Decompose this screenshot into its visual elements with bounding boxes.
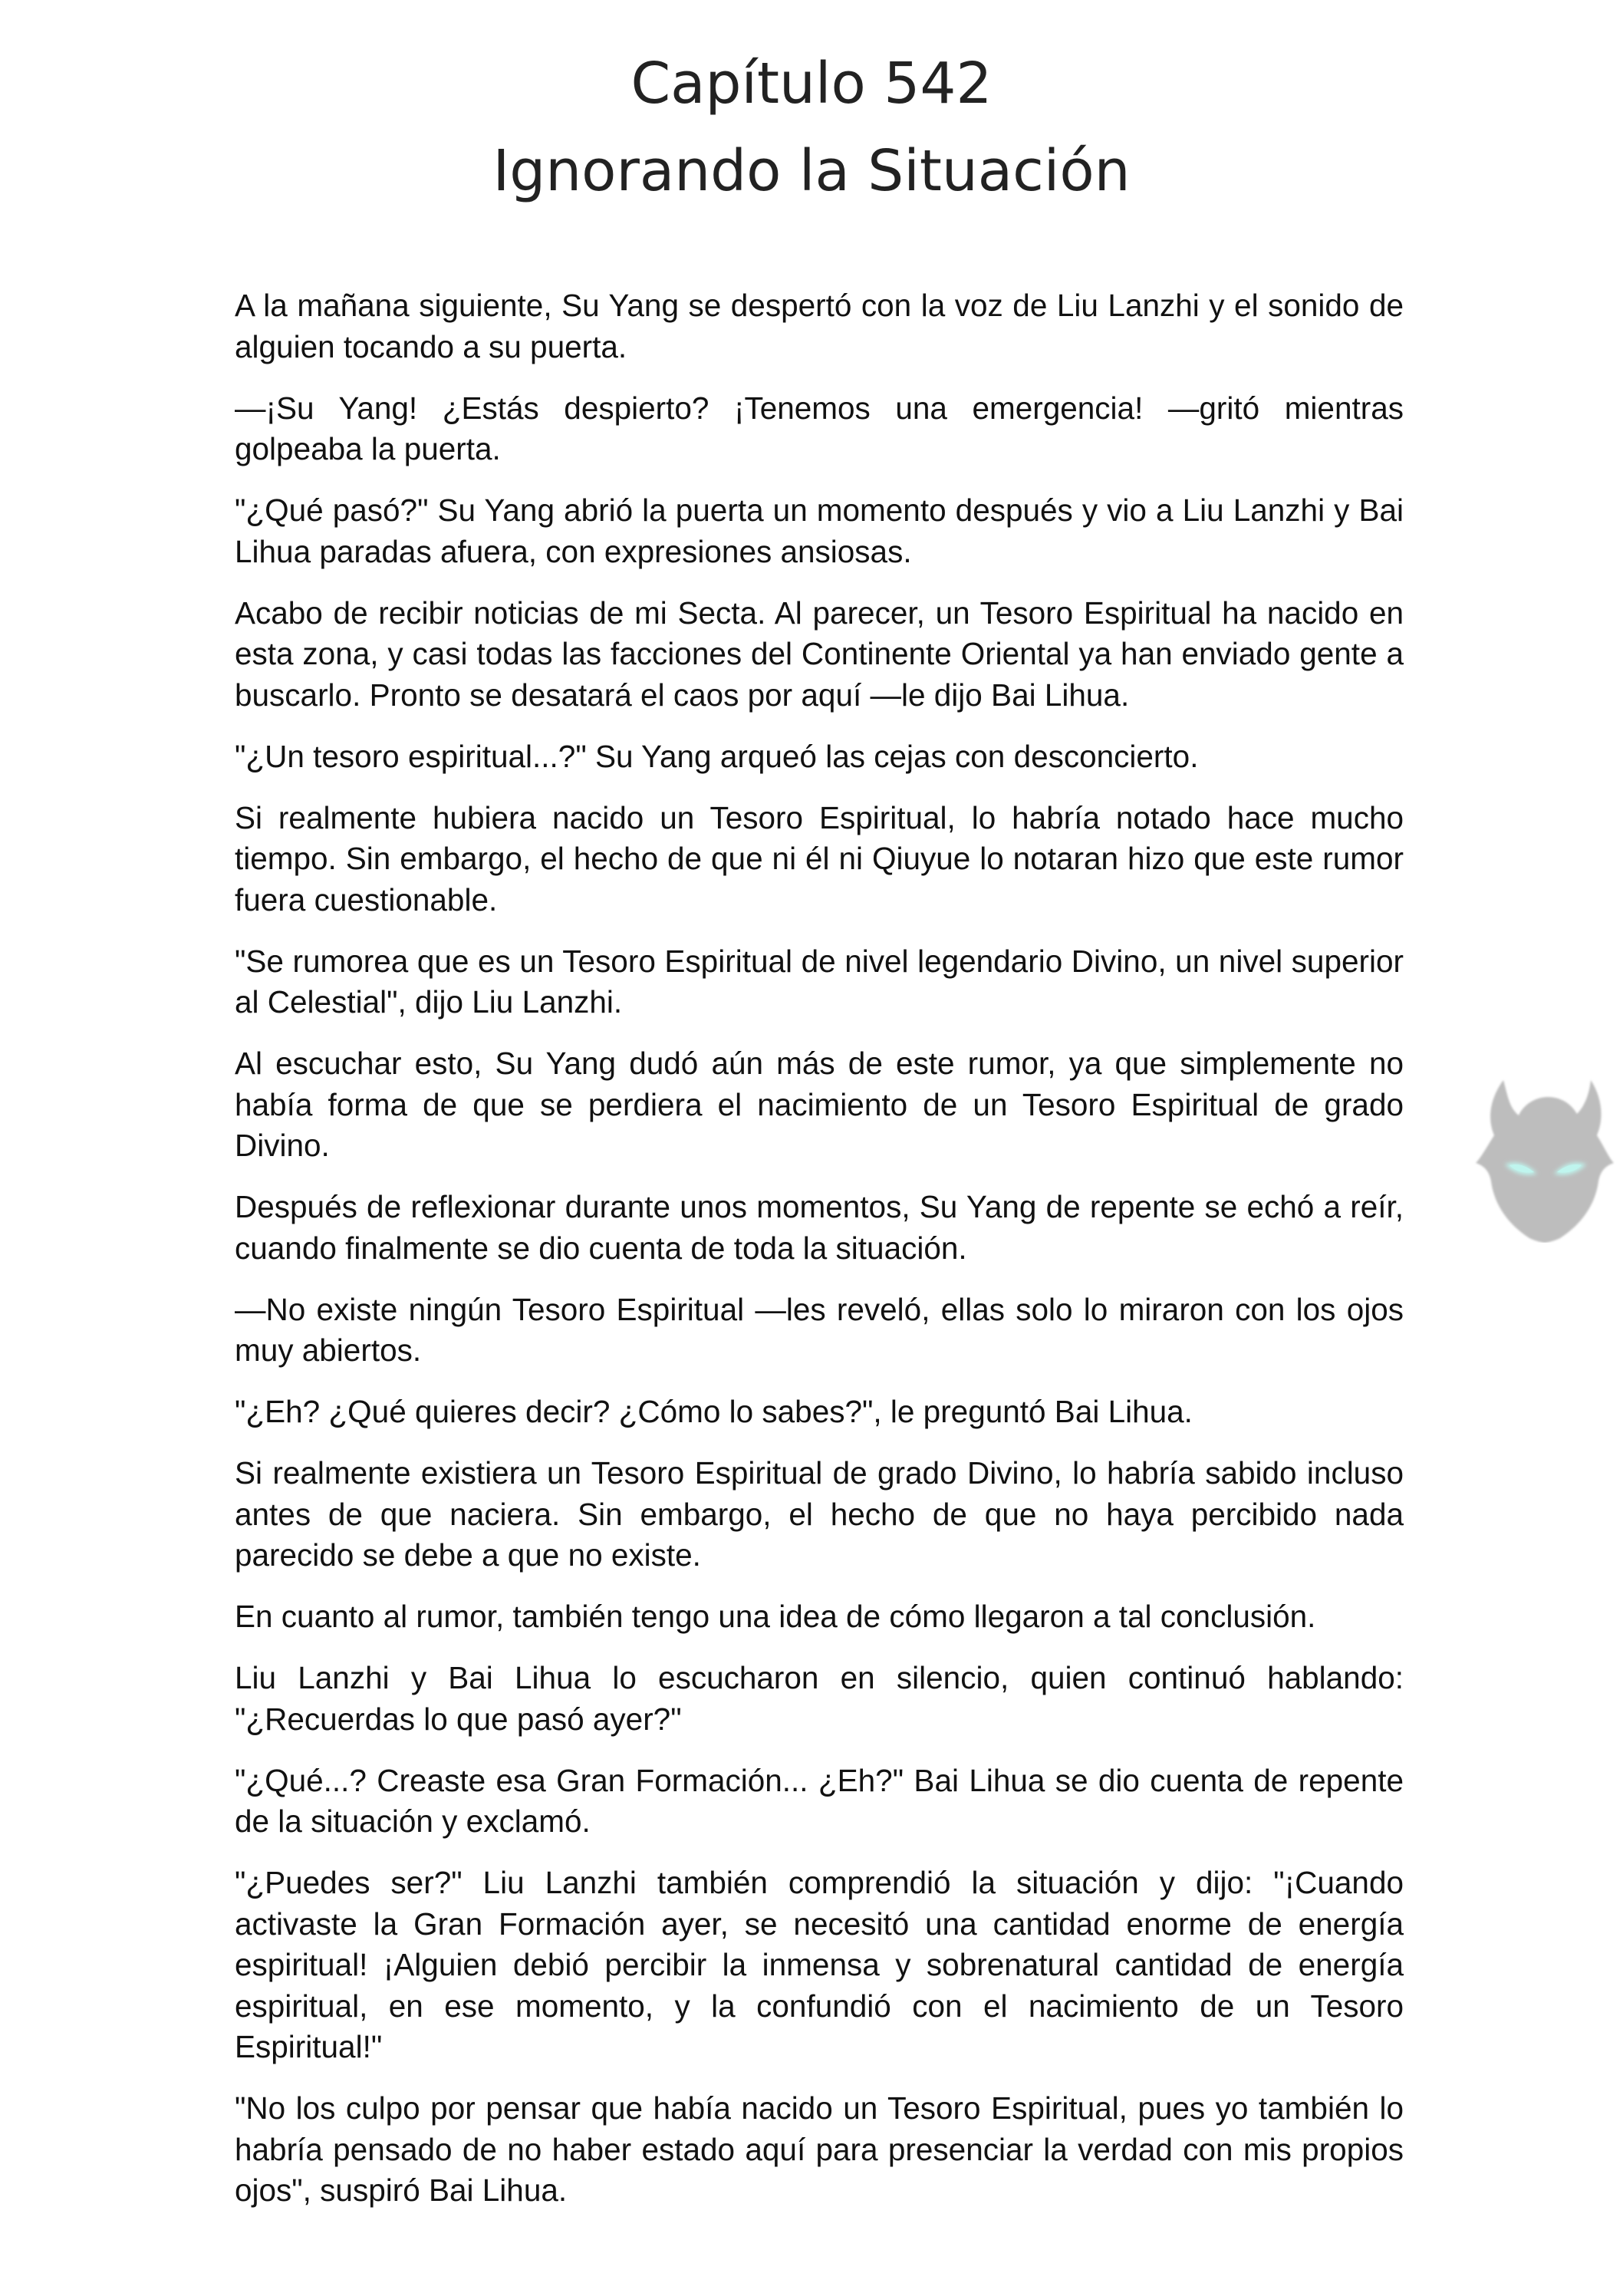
paragraph: "¿Un tesoro espiritual...?" Su Yang arqueó las cejas con desconcierto.	[235, 738, 1199, 774]
paragraph: "¿Qué pasó?" Su Yang abrió la puerta un momento después y vio a Liu Lanzhi y Bai Lihua paradas afuera, con expresiones ansiosas.	[235, 492, 1404, 569]
chapter-title: Ignorando la Situación	[492, 138, 1131, 204]
chapter-body	[235, 285, 1404, 2232]
demon-head-logo-icon	[1474, 1074, 1617, 1243]
paragraph: Al escuchar esto, Su Yang dudó aún más de este rumor, ya que simplemente no había forma de que se perdiera el nacimiento de un Tesoro Espiritual de grado Divino.	[235, 1046, 1404, 1163]
paragraph: —No existe ningún Tesoro Espiritual —les reveló, ellas solo lo miraron con los ojos muy abiertos.	[235, 1291, 1404, 1368]
paragraph: —¡Su Yang! ¿Estás despierto? ¡Tenemos una emergencia! —gritó mientras golpeaba la puerta.	[235, 390, 1404, 466]
paragraph: Si realmente existiera un Tesoro Espiritual de grado Divino, lo habría sabido incluso antes de que naciera. Sin embargo, el hecho de que no haya percibido nada parecido se debe a que no existe.	[235, 1455, 1404, 1573]
paragraph: A la mañana siguiente, Su Yang se despertó con la voz de Liu Lanzhi y el sonido de alguien tocando a su puerta.	[235, 288, 1404, 364]
paragraph: Liu Lanzhi y Bai Lihua lo escucharon en silencio, quien continuó hablando: "¿Recuerdas lo que pasó ayer?"	[235, 1660, 1404, 1737]
chapter-number: Capítulo 542	[630, 51, 993, 117]
paragraph: Si realmente hubiera nacido un Tesoro Espiritual, lo habría notado hace mucho tiempo. Sin embargo, el hecho de que ni él ni Qiuyue lo notaran hizo que este rumor fuera cuestionable.	[235, 799, 1404, 917]
paragraph: "¿Eh? ¿Qué quieres decir? ¿Cómo lo sabes?", le preguntó Bai Lihua.	[235, 1394, 1193, 1429]
paragraph: "¿Puedes ser?" Liu Lanzhi también comprendió la situación y dijo: "¡Cuando activaste la Gran Formación ayer, se necesitó una cantidad enorme de energía espiritual! ¡Alguien debió percibir la inmensa y sobrenatural cantidad de energía espiritual, en ese momento, y la confundió con el nacimiento de un Tesoro Espiritual!"	[235, 1865, 1404, 2064]
paragraph: Acabo de recibir noticias de mi Secta. Al parecer, un Tesoro Espiritual ha nacido en esta zona, y casi todas las facciones del Continente Oriental ya han enviado gente a buscarlo. Pronto se desatará el caos por aquí —le dijo Bai Lihua.	[235, 595, 1404, 713]
paragraph: "¿Qué...? Creaste esa Gran Formación... ¿Eh?" Bai Lihua se dio cuenta de repente de la situación y exclamó.	[235, 1762, 1404, 1839]
paragraph: En cuanto al rumor, también tengo una idea de cómo llegaron a tal conclusión.	[235, 1599, 1316, 1634]
chapter-heading	[0, 40, 1623, 215]
paragraph: "Se rumorea que es un Tesoro Espiritual de nivel legendario Divino, un nivel superior al Celestial", dijo Liu Lanzhi.	[235, 943, 1404, 1020]
paragraph: "No los culpo por pensar que había nacido un Tesoro Espiritual, pues yo también lo habría pensado de no haber estado aquí para presenciar la verdad con mis propios ojos", suspiró Bai Lihua.	[235, 2090, 1404, 2208]
paragraph: Después de reflexionar durante unos momentos, Su Yang de repente se echó a reír, cuando finalmente se dio cuenta de toda la situación.	[235, 1189, 1404, 1266]
